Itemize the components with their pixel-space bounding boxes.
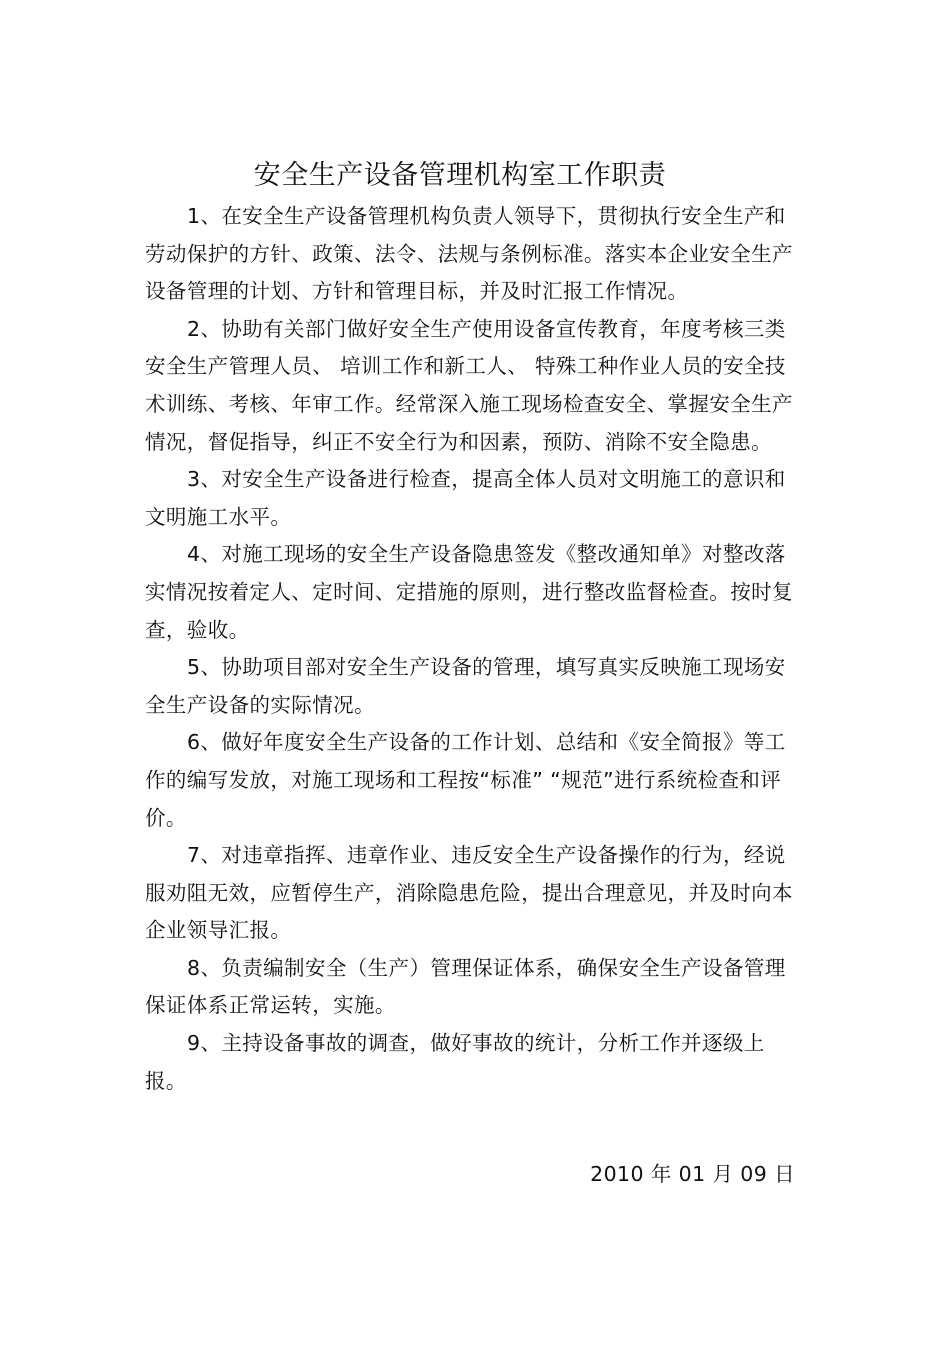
document-date: 2010 年 01 月 09 日 [590,1162,795,1186]
duty-item-8: 8、负责编制安全（生产）管理保证体系，确保安全生产设备管理保证体系正常运转，实施。 [145,955,786,1018]
duty-item-5: 5、协助项目部对安全生产设备的管理，填写真实反映施工现场安全生产设备的实际情况。 [145,655,786,717]
duty-item-6: 6、做好年度安全生产设备的工作计划、总结和《安全简报》等工作的编写发放，对施工现场和工程按“标准” “规范”进行系统检查和评价。 [145,730,786,830]
duty-item-9: 9、主持设备事故的调查，做好事故的统计，分析工作并逐级上报。 [145,1031,765,1093]
duty-item-3: 3、对安全生产设备进行检查，提高全体人员对文明施工的意识和文明施工水平。 [145,467,786,529]
document-title: 安全生产设备管理机构室工作职责 [253,160,667,191]
duty-item-1: 1、在安全生产设备管理机构负责人领导下，贯彻执行安全生产和劳动保护的方针、政策、法令、法规与条例标准。落实本企业安全生产设备管理的计划、方针和管理目标，并及时汇报工作情况。 [145,204,793,304]
duty-item-4: 4、对施工现场的安全生产设备隐患签发《整改通知单》对整改落实情况按着定人、定时间、定措施的原则，进行整改监督检查。按时复查，验收。 [145,542,793,642]
duty-item-7: 7、对违章指挥、违章作业、违反安全生产设备操作的行为，经说服劝阻无效，应暂停生产，消除隐患危险，提出合理意见，并及时向本企业领导汇报。 [145,843,793,943]
document-body [145,198,795,1100]
duty-item-2: 2、协助有关部门做好安全生产使用设备宣传教育，年度考核三类安全生产管理人员、 培训工作和新工人、 特殊工种作业人员的安全技术训练、考核、年审工作。经常深入施工现场检查安全、掌握安全生产情况，督促指导，纠正不安全行为和因素，预防、消除不安全隐患。 [145,316,793,454]
